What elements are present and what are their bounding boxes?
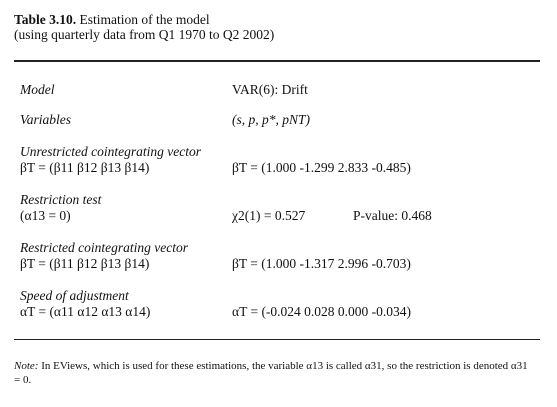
row-formula-speed: αT = (α11 α12 α13 α14) bbox=[20, 304, 151, 319]
table-number: Table 3.10. bbox=[14, 12, 77, 27]
bottom-rule bbox=[14, 339, 540, 340]
row-formula-unrestricted: βT = (β11 β12 β13 β14) bbox=[20, 160, 150, 175]
row-formula-restriction-test: (α13 = 0) bbox=[20, 208, 71, 223]
row-value-model: VAR(6): Drift bbox=[232, 82, 308, 97]
row-value-speed: αT = (-0.024 0.028 0.000 -0.034) bbox=[232, 304, 412, 319]
note-text: In EViews, which is used for these estimations, the variable α13 is called α31, so the restriction is denoted α31 = 0. bbox=[14, 360, 528, 386]
row-label-speed: Speed of adjustment bbox=[20, 288, 129, 303]
top-rule bbox=[14, 60, 540, 62]
row-label-restricted: Restricted cointegrating vector bbox=[20, 240, 188, 255]
table-subtitle: (using quarterly data from Q1 1970 to Q2 2002) bbox=[14, 27, 275, 42]
table-caption bbox=[14, 12, 274, 42]
row-value-variables: (s, p, p*, pNT) bbox=[232, 112, 311, 127]
row-value-restriction-test: χ2(1) = 0.527 bbox=[232, 208, 306, 223]
row-pvalue-restriction-test: P-value: 0.468 bbox=[353, 208, 432, 223]
row-label-restriction-test: Restriction test bbox=[20, 192, 102, 207]
row-value-unrestricted: βT = (1.000 -1.299 2.833 -0.485) bbox=[232, 160, 411, 175]
row-value-restricted: βT = (1.000 -1.317 2.996 -0.703) bbox=[232, 256, 411, 271]
table-note bbox=[14, 359, 534, 387]
row-label-variables: Variables bbox=[20, 112, 72, 127]
table-title: Estimation of the model bbox=[76, 12, 210, 27]
note-label: Note: bbox=[14, 360, 39, 372]
row-label-model: Model bbox=[20, 82, 55, 97]
row-label-unrestricted: Unrestricted cointegrating vector bbox=[20, 144, 201, 159]
row-formula-restricted: βT = (β11 β12 β13 β14) bbox=[20, 256, 150, 271]
